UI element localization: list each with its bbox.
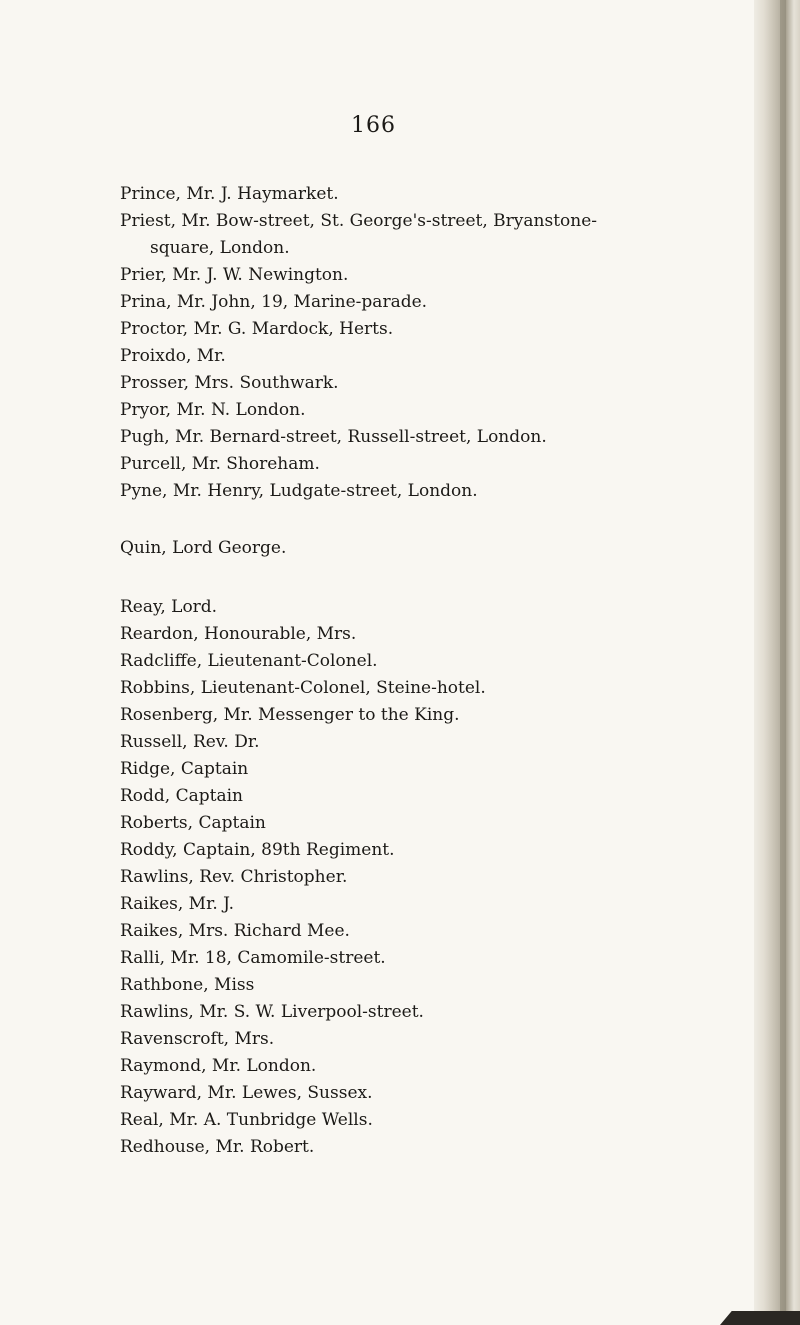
list-entry: Ralli, Mr. 18, Camomile-street. [120, 948, 386, 968]
list-entry: Quin, Lord George. [120, 538, 287, 558]
list-entry: Rathbone, Miss [120, 975, 255, 995]
list-entry: Roddy, Captain, 89th Regiment. [120, 840, 395, 860]
list-entry: Proctor, Mr. G. Mardock, Herts. [120, 319, 394, 339]
list-entry: Pryor, Mr. N. London. [120, 400, 306, 420]
list-entry: Ravenscroft, Mrs. [120, 1029, 275, 1049]
list-entry: Prina, Mr. John, 19, Marine-parade. [120, 292, 428, 312]
list-entry: Robbins, Lieutenant-Colonel, Steine-hotel. [120, 678, 486, 698]
list-entry: Reay, Lord. [120, 597, 218, 617]
page-number: 166 [351, 113, 396, 138]
list-entry: Proixdo, Mr. [120, 346, 226, 366]
list-entry: Russell, Rev. Dr. [120, 732, 260, 752]
list-entry: Prince, Mr. J. Haymarket. [120, 184, 339, 204]
list-entry: Ridge, Captain [120, 759, 249, 779]
list-entry: Rawlins, Rev. Christopher. [120, 867, 348, 887]
list-entry: Radcliffe, Lieutenant-Colonel. [120, 651, 378, 671]
list-entry: Priest, Mr. Bow-street, St. George's-street, Bryanstone- [120, 211, 598, 231]
list-entry: Redhouse, Mr. Robert. [120, 1137, 315, 1157]
list-entry: Purcell, Mr. Shoreham. [120, 454, 320, 474]
list-entry: Rodd, Captain [120, 786, 243, 806]
list-entry: Raymond, Mr. London. [120, 1056, 317, 1076]
list-entry: Pyne, Mr. Henry, Ludgate-street, London. [120, 481, 478, 501]
list-entry: Reardon, Honourable, Mrs. [120, 624, 357, 644]
list-entry: Real, Mr. A. Tunbridge Wells. [120, 1110, 373, 1130]
list-entry: Raikes, Mrs. Richard Mee. [120, 921, 350, 941]
list-entry: Rosenberg, Mr. Messenger to the King. [120, 705, 460, 725]
list-entry: Rawlins, Mr. S. W. Liverpool-street. [120, 1002, 424, 1022]
list-entry: Pugh, Mr. Bernard-street, Russell-street, London. [120, 427, 547, 447]
list-entry: Rayward, Mr. Lewes, Sussex. [120, 1083, 373, 1103]
list-entry-continuation: square, London. [150, 238, 290, 258]
list-entry: Raikes, Mr. J. [120, 894, 235, 914]
list-entry: Prosser, Mrs. Southwark. [120, 373, 339, 393]
list-entry: Roberts, Captain [120, 813, 266, 833]
list-entry: Prier, Mr. J. W. Newington. [120, 265, 349, 285]
